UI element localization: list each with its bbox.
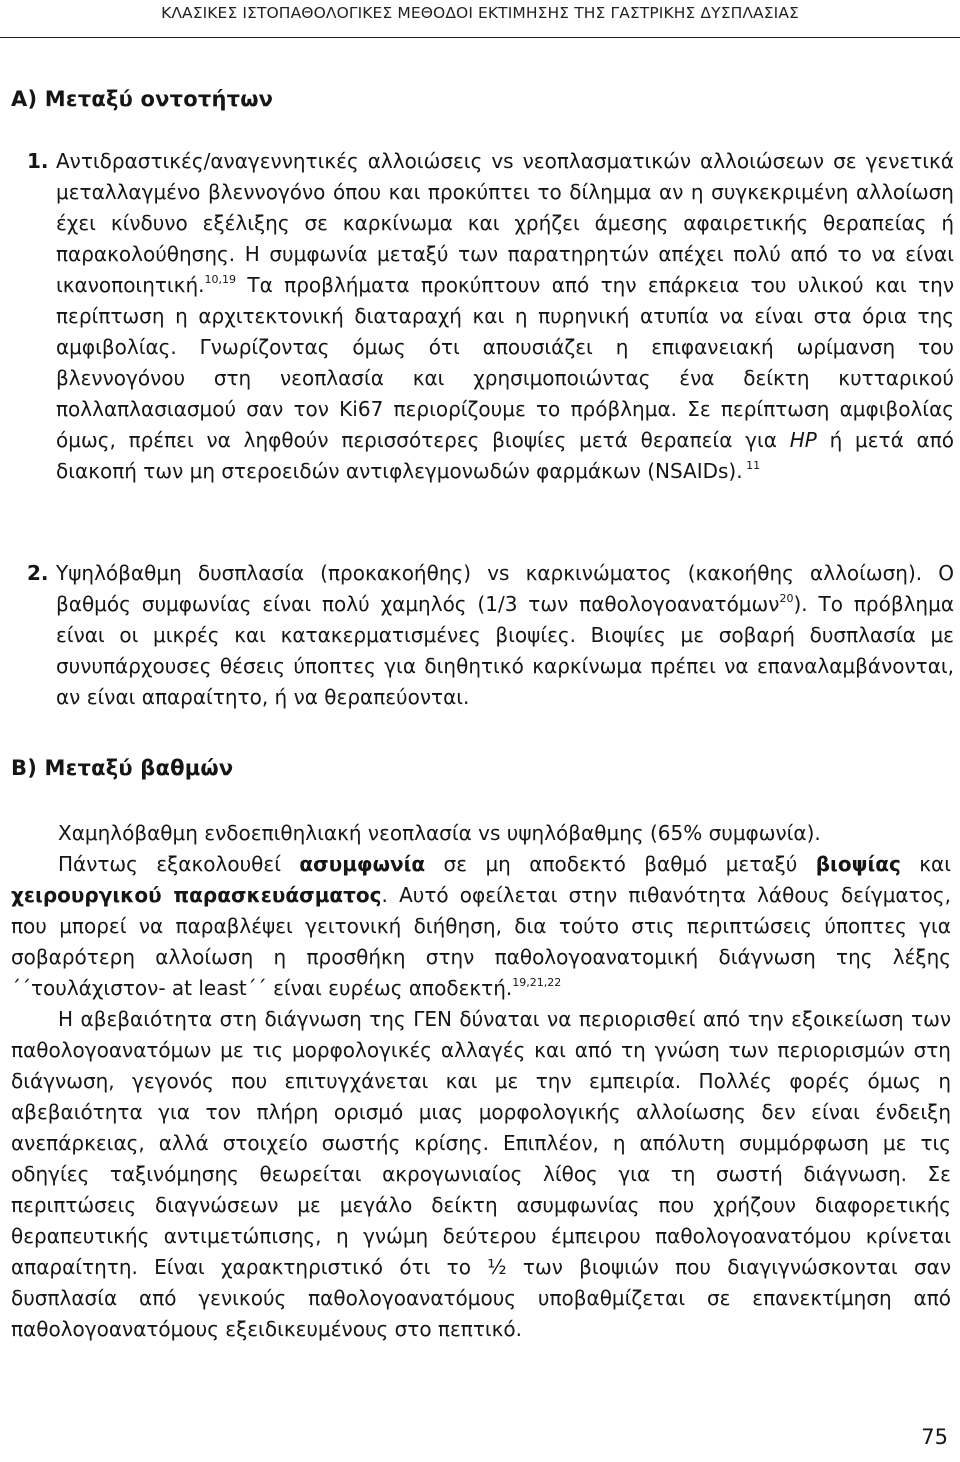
list-item-2 (11, 558, 954, 713)
reference-superscript: 11 (742, 459, 761, 472)
text-run: Αντιδραστικές/αναγεννητικές αλλοιώσεις vs νεοπλασματικών αλλοιώσεων σε γενετικά μεταλλαγμένο βλεννογόνο όπου και προκύπτει το δίλημμα αν η συγκεκριμένη αλλοίωση έχει κίνδυνο εξέλιξης σε καρκίνωμα και χρήζει άμεσης αφαιρετικής θεραπείας ή παρακολούθησης. Η συμφωνία μεταξύ των παρατηρητών απέχει πολύ από το να είναι ικανοποιητική. (56, 149, 954, 297)
paragraph-1: Χαμηλόβαθμη ενδοεπιθηλιακή νεοπλασία vs υψηλόβαθμης (65% συμφωνία). (58, 821, 821, 845)
text-run: ή μετά από διακοπή των μη στεροειδών αντιφλεγμονωδών φαρμάκων (NSAIDs). (56, 428, 955, 483)
running-head: ΚΛΑΣΙΚΕΣ ΙΣΤΟΠΑΘΟΛΟΓΙΚΕΣ ΜΕΘΟΔΟΙ ΕΚΤΙΜΗΣΗΣ ΤΗΣ ΓΑΣΤΡΙΚΗΣ ΔΥΣΠΛΑΣΙΑΣ (161, 4, 799, 22)
text-run: Τα προβλήματα προκύπτουν από την επάρκεια του υλικού και την περίπτωση η αρχιτεκτονική διαταραχή και η πυρηνική ατυπία να είναι στα όρια της αμφιβολίας. Γνωρίζοντας όμως ότι απουσιάζει η επιφανειακή ωρίμανση του βλεννογόνου στη νεοπλασία και χρησιμοποιώντας ένα δείκτη κυτταρικού πολλαπλασιασμού σαν τον Ki67 περιορίζουμε το πρόβλημα. Σε περίπτωση αμφιβολίας όμως, πρέπει να ληφθούν περισσότερες βιοψίες μετά θεραπεία για (56, 273, 954, 452)
text-run: Υψηλόβαθμη δυσπλασία (προκακοήθης) vs καρκινώματος (κακοήθης αλλοίωση). Ο βαθμός συμφωνίας είναι πολύ χαμηλός (1/3 των παθολογοανατόμων (56, 561, 954, 616)
list-item-text (56, 146, 954, 487)
reference-superscript: 20 (779, 592, 794, 605)
section-b-heading: Β) Μεταξύ βαθμών (11, 756, 234, 780)
hp-abbreviation: HP (789, 428, 817, 452)
section-a-heading: Α) Μεταξύ οντοτήτων (11, 87, 274, 111)
list-item-1 (11, 146, 954, 487)
bold-term: βιοψίας (815, 852, 901, 876)
reference-superscript: 10,19 (204, 273, 236, 286)
reference-superscript: 19,21,22 (512, 976, 562, 989)
header-rule (0, 37, 960, 38)
text-run: ). Το πρόβλημα είναι οι μικρές και κατακερματισμένες βιοψίες. Βιοψίες με σοβαρή δυσπλασία με συνυπάρχουσες θέσεις ύποπτες για διηθητικό καρκίνωμα πρέπει να επαναλαμβάνονται, αν είναι απαραίτητο, ή να θεραπεύονται. (56, 592, 955, 709)
section-b-body (11, 818, 951, 1345)
list-item-number: 1. (27, 149, 49, 173)
paragraph-3: Η αβεβαιότητα στη διάγνωση της ΓΕΝ δύναται να περιορισθεί από την εξοικείωση των παθολογοανατόμων με τις μορφολογικές αλλαγές και από τη γνώση των περιορισμών στη διάγνωση, γεγονός που επιτυγχάνεται και με την εμπειρία. Πολλές φορές όμως η αβεβαιότητα για τον πλήρη ορισμό μιας μορφολογικής αλλοίωσης δεν είναι ένδειξη ανεπάρκειας, αλλά στοιχείο σωστής κρίσης. Επιπλέον, η απόλυτη συμμόρφωση με τις οδηγίες ταξινόμησης θεωρείται ακρογωνιαίος λίθος για τη σωστή διάγνωση. Σε περιπτώσεις διαγνώσεων με μεγάλο δείκτη ασυμφωνίας που χρήζουν διαφορετικής θεραπευτικής αντιμετώπισης, η γνώμη δεύτερου έμπειρου παθολογοανατόμου κρίνεται απαραίτητη. Είναι χαρακτηριστικό ότι το ½ των βιοψιών που διαγιγνώσκονται σαν δυσπλασία από γενικούς παθολογοανατόμους υποβαθμίζεται σε επανεκτίμηση από παθολογοανατόμους εξειδικευμένους στο πεπτικό. (11, 1007, 951, 1341)
list-item-text (56, 558, 954, 713)
page-number: 75 (921, 1425, 948, 1449)
bold-term: ασυμφωνία (299, 852, 426, 876)
list-item-number: 2. (27, 561, 49, 585)
text-run: και (900, 852, 951, 876)
bold-term: χειρουργικού παρασκευάσματος (11, 883, 382, 907)
text-run: . Αυτό οφείλεται στην πιθανότητα λάθους δείγματος, που μπορεί να παραβλέψει γειτονική διήθηση, δια τούτο στις περιπτώσεις ύποπτες για σοβαρότερη αλλοίωση η προσθήκη στην παθολογοανατομική διάγνωση της λέξης ΄΄τουλάχιστον- at least΄΄ είναι ευρέως αποδεκτή. (11, 883, 951, 1000)
text-run: σε μη αποδεκτό βαθμό μεταξύ (425, 852, 816, 876)
text-run: Πάντως εξακολουθεί (58, 852, 300, 876)
paragraph-2 (11, 849, 951, 1004)
